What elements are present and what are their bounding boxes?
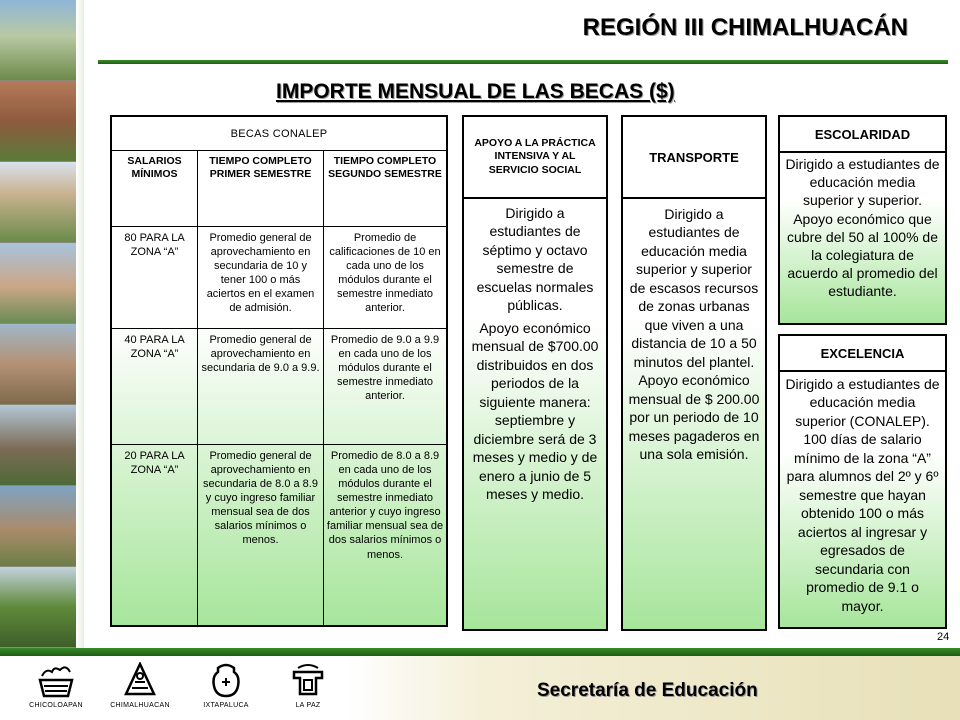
la-paz-logo bbox=[272, 660, 344, 718]
header-segundo-semestre: TIEMPO COMPLETO SEGUNDO SEMESTRE bbox=[324, 151, 446, 227]
archaeological-site-photo bbox=[0, 486, 76, 567]
glyph-pot-icon bbox=[206, 662, 246, 700]
table-cell-primer: Promedio general de aprovechamiento en secundaria de 10 y tener 100 o más aciertos en el examen de admisión. bbox=[198, 227, 324, 329]
excelencia-body: Dirigido a estudiantes de educación media superior (CONALEP). 100 días de salario mínimo de la zona “A” para alumnos del 2º y 6º semestre que hayan obtenido 100 o más aciertos al ingresar y egresados de secundaria con promedio de 9.1 o mayor. bbox=[785, 376, 940, 614]
ixtapaluca-logo bbox=[190, 660, 262, 718]
page-subtitle: IMPORTE MENSUAL DE LAS BECAS ($) bbox=[276, 80, 675, 103]
conalep-table bbox=[110, 115, 448, 627]
cathedral-photo bbox=[0, 162, 76, 243]
page-number: 24 bbox=[937, 631, 950, 643]
transporte-box bbox=[621, 115, 767, 631]
apoyo-title: APOYO A LA PRÁCTICA INTENSIVA Y AL SERVICIO SOCIAL bbox=[464, 117, 606, 199]
header-primer-semestre: TIEMPO COMPLETO PRIMER SEMESTRE bbox=[198, 151, 324, 227]
table-cell-salario: 80 PARA LA ZONA “A” bbox=[112, 227, 198, 329]
table-cell-segundo: Promedio de 8.0 a 8.9 en cada uno de los módulos durante el semestre inmediato anterior y cuyo ingreso familiar mensual sea de dos salarios mínimos o menos. bbox=[326, 450, 444, 561]
apoyo-paragraph-1: Dirigido a estudiantes de séptimo y octavo semestre de escuelas normales públicas. bbox=[476, 205, 594, 314]
logo-label: CHIMALHUACAN bbox=[110, 702, 170, 709]
region-title: REGIÓN III CHIMALHUACÁN bbox=[582, 14, 908, 41]
chicoloapan-logo bbox=[20, 660, 92, 718]
temple-glyph-icon bbox=[288, 662, 328, 700]
header-salarios: SALARIOS MÍNIMOS bbox=[112, 151, 198, 227]
transporte-title: TRANSPORTE bbox=[623, 117, 765, 199]
logo-label: IXTAPALUCA bbox=[203, 702, 249, 709]
apoyo-paragraph-2: Apoyo económico mensual de $700.00 distribuidos en dos periodos de la siguiente manera: septiembre y diciembre será de 3 meses y medio y de enero a junio de 5 meses y medio. bbox=[471, 319, 599, 503]
escolaridad-body: Dirigido a estudiantes de educación media superior y superior. Apoyo económico que cubre del 50 al 100% de la colegiatura de acuerdo al promedio del estudiante. bbox=[785, 156, 940, 300]
municipality-logos bbox=[20, 660, 360, 718]
escolaridad-title: ESCOLARIDAD bbox=[780, 117, 945, 153]
table-cell-salario: 20 PARA LA ZONA “A” bbox=[112, 445, 198, 625]
transporte-body: Dirigido a estudiantes de educación media superior y superior de escasos recursos de zonas urbanas que viven a una distancia de 10 a 50 minutos del plantel. Apoyo económico mensual de $ 200.00 por un periodo de 10 meses pagaderos en una sola emisión. bbox=[628, 206, 760, 463]
birds-basket-icon bbox=[34, 662, 78, 700]
logo-label: LA PAZ bbox=[295, 702, 321, 709]
conalep-title: BECAS CONALEP bbox=[112, 117, 446, 151]
plaza-photo bbox=[0, 405, 76, 486]
ruins-photo bbox=[0, 81, 76, 162]
chimalhuacan-logo bbox=[104, 660, 176, 718]
table-cell-primer: Promedio general de aprovechamiento en secundaria de 9.0 a 9.9. bbox=[198, 329, 324, 445]
bottom-divider bbox=[0, 648, 960, 656]
photo-strip bbox=[0, 0, 76, 648]
secretaria-label: Secretaría de Educación bbox=[537, 680, 758, 701]
shield-glyph-icon bbox=[120, 662, 160, 700]
table-cell-segundo: Promedio de calificaciones de 10 en cada uno de los módulos durante el semestre inmediato anterior. bbox=[324, 227, 446, 329]
town-square-photo bbox=[0, 324, 76, 405]
apoyo-box bbox=[462, 115, 608, 631]
table-cell-salario: 40 PARA LA ZONA “A” bbox=[112, 329, 198, 445]
chapel-photo bbox=[0, 243, 76, 324]
excelencia-title: EXCELENCIA bbox=[780, 336, 945, 372]
landscape-photo bbox=[0, 567, 76, 648]
table-cell-primer: Promedio general de aprovechamiento en secundaria de 8.0 a 8.9 y cuyo ingreso familiar mensual sea de dos salarios mínimos o menos. bbox=[198, 445, 324, 625]
apoyo-body bbox=[464, 199, 606, 629]
escolaridad-box bbox=[778, 115, 947, 325]
table-cell-segundo: Promedio de 9.0 a 9.9 en cada uno de los módulos durante el semestre inmediato anterior. bbox=[324, 329, 446, 445]
logo-label: CHICOLOAPAN bbox=[29, 702, 83, 709]
excelencia-box bbox=[778, 334, 947, 629]
strip-edge bbox=[76, 0, 84, 648]
church-photo bbox=[0, 0, 76, 81]
top-divider bbox=[98, 60, 948, 64]
